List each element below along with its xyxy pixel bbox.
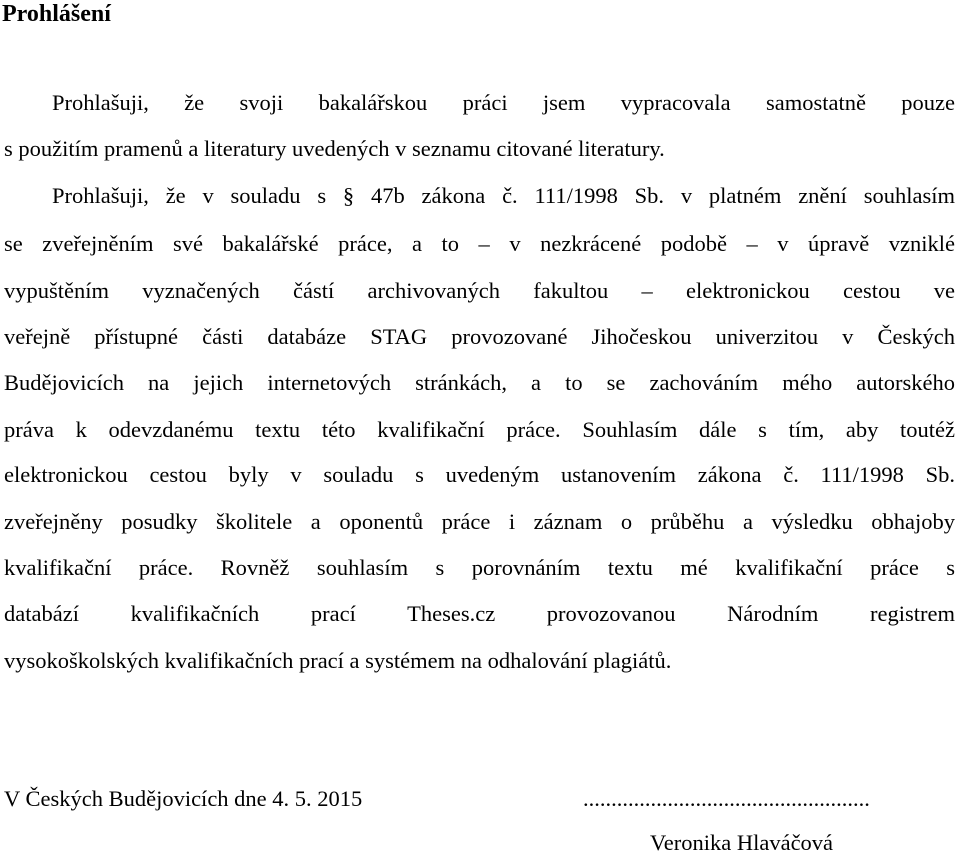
- text-line: databází kvalifikačních prací Theses.cz provozovanou Národním registrem: [4, 601, 955, 626]
- text-line: zveřejněny posudky školitele a oponentů práce i záznam o průběhu a výsledku obhajoby: [4, 509, 955, 534]
- text-line: veřejně přístupné části databáze STAG provozované Jihočeskou univerzitou v Českých: [4, 324, 955, 349]
- text-line: Budějovicích na jejich internetových stránkách, a to se zachováním mého autorského: [4, 370, 955, 395]
- place-and-date: V Českých Budějovicích dne 4. 5. 2015: [4, 786, 363, 811]
- text-line: Prohlašuji, že v souladu s § 47b zákona č. 111/1998 Sb. v platném znění souhlasím: [52, 183, 955, 208]
- text-line: vypuštěním vyznačených částí archivovaných fakultou – elektronickou cestou ve: [4, 278, 955, 303]
- text-line: elektronickou cestou byly v souladu s uvedeným ustanovením zákona č. 111/1998 Sb.: [4, 462, 955, 487]
- text-line: se zveřejněním své bakalářské práce, a to – v nezkrácené podobě – v úpravě vzniklé: [4, 231, 955, 256]
- text-line: vysokoškolských kvalifikačních prací a systémem na odhalování plagiátů.: [4, 648, 672, 673]
- page-title: Prohlášení: [2, 1, 111, 27]
- text-line: Prohlašuji, že svoji bakalářskou práci jsem vypracovala samostatně pouze: [52, 90, 955, 115]
- signature-line: ...................................................: [583, 786, 870, 811]
- signature-name: Veronika Hlaváčová: [650, 830, 834, 855]
- text-line: práva k odevzdanému textu této kvalifikační práce. Souhlasím dále s tím, aby toutéž: [4, 417, 955, 442]
- text-line: s použitím pramenů a literatury uvedených v seznamu citované literatury.: [4, 136, 665, 161]
- text-line: kvalifikační práce. Rovněž souhlasím s porovnáním textu mé kvalifikační práce s: [4, 555, 955, 580]
